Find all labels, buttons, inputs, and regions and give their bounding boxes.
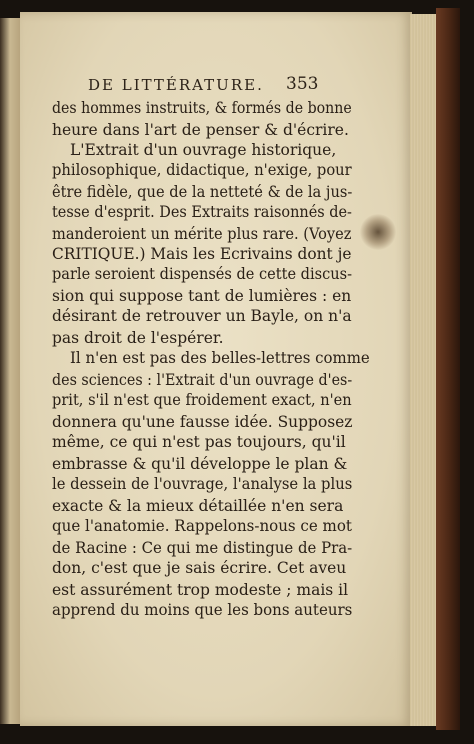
- text-line: de Racine : Ce qui me distingue de Pra-: [52, 539, 353, 557]
- text-line: philosophique, didactique, n'exige, pour: [52, 161, 352, 179]
- foxing-stain: [360, 214, 396, 250]
- text-line: parle seroient dispensés de cette discus-: [52, 265, 352, 283]
- text-line: apprend du moins que les bons auteurs: [52, 601, 353, 619]
- text-line: des sciences : l'Extrait d'un ouvrage d'es-: [52, 371, 353, 389]
- facing-page-edge: [0, 18, 20, 724]
- page-number: 353: [286, 74, 319, 94]
- text-line: manderoient un mérite plus rare. (Voyez: [52, 225, 352, 243]
- text-line: donnera qu'une fausse idée. Supposez: [52, 413, 353, 431]
- text-line: est assurément trop modeste ; mais il: [52, 581, 349, 599]
- leather-cover: [436, 8, 460, 730]
- text-line: heure dans l'art de penser & d'écrire.: [52, 121, 349, 139]
- running-head: DE LITTÉRATURE.: [88, 76, 264, 94]
- text-line: tesse d'esprit. Des Extraits raisonnés de-: [52, 203, 352, 221]
- text-line: que l'anatomie. Rappelons-nous ce mot: [52, 517, 352, 535]
- page-block-edges: [410, 14, 438, 726]
- text-line: sion qui suppose tant de lumières : en: [52, 287, 352, 305]
- text-line: CRITIQUE.) Mais les Ecrivains dont je: [52, 245, 352, 263]
- text-line: don, c'est que je sais écrire. Cet aveu: [52, 559, 347, 577]
- text-line: Il n'en est pas des belles-lettres comme: [70, 349, 370, 367]
- text-line: désirant de retrouver un Bayle, on n'a: [52, 307, 352, 325]
- text-line: L'Extrait d'un ouvrage historique,: [70, 141, 337, 159]
- text-line: embrasse & qu'il développe le plan &: [52, 455, 348, 473]
- text-line: le dessein de l'ouvrage, l'analyse la plus: [52, 475, 353, 493]
- text-line: des hommes instruits, & formés de bonne: [52, 99, 352, 117]
- text-line: prit, s'il n'est que froidement exact, n'en: [52, 391, 352, 409]
- text-line: exacte & la mieux détaillée n'en sera: [52, 497, 344, 515]
- text-line: être fidèle, que de la netteté & de la jus-: [52, 183, 353, 201]
- text-line: même, ce qui n'est pas toujours, qu'il: [52, 433, 346, 451]
- text-line: pas droit de l'espérer.: [52, 329, 224, 347]
